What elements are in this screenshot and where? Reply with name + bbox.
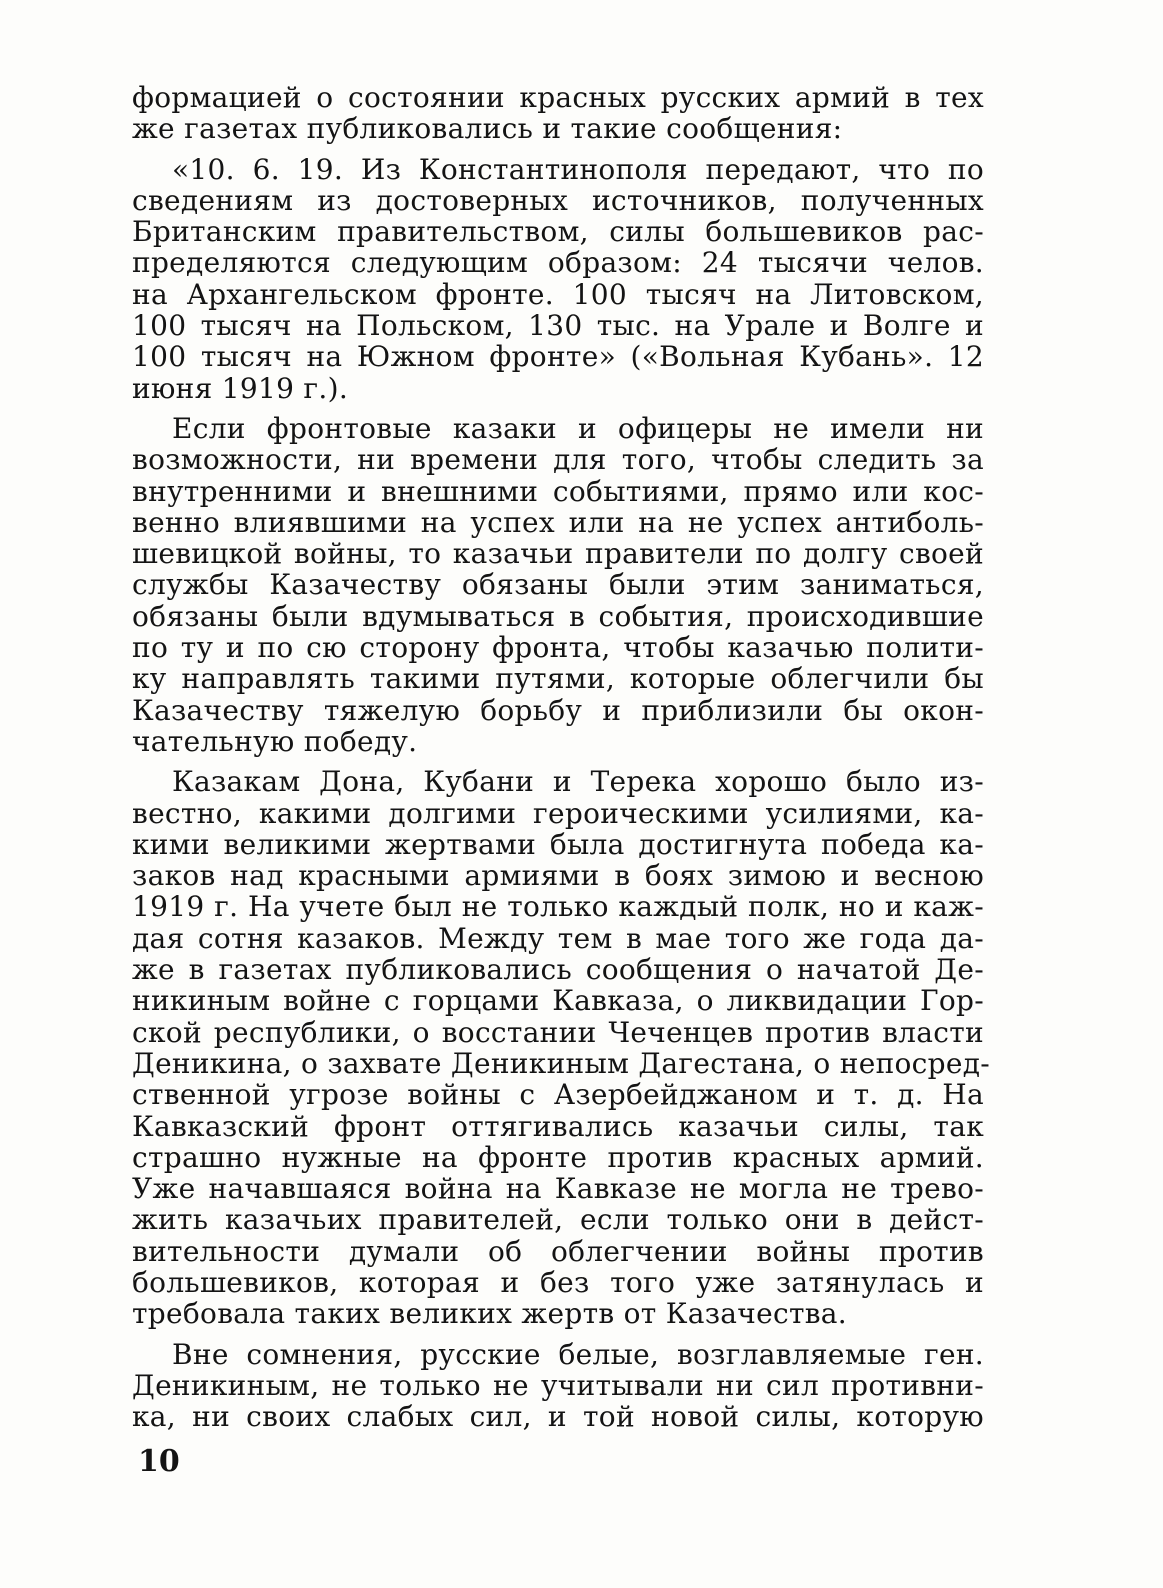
text-line: по ту и по сю сторону фронта, чтобы казачью полити- — [132, 631, 984, 665]
text-line: чательную победу. — [132, 724, 418, 758]
page-number: 10 — [138, 1444, 180, 1479]
paragraph — [132, 413, 984, 757]
text-line: венно влиявшими на успех или на не успех антиболь- — [132, 505, 984, 539]
text-line: Казакам Дона, Кубани и Терека хорошо было из- — [172, 765, 984, 799]
paragraph — [132, 154, 984, 404]
text-line: кими великими жертвами была достигнута победа ка- — [132, 827, 984, 861]
text-line: возможности, ни времени для того, чтобы следить за — [132, 443, 984, 477]
text-line: вительности думали об облегчении войны против — [132, 1234, 984, 1268]
text-line: Деникиным, не только не учитывали ни сил противни- — [132, 1368, 984, 1402]
text-line: Если фронтовые казаки и офицеры не имели ни — [172, 411, 984, 445]
paragraph — [132, 1339, 984, 1433]
text-line: Уже начавшаяся война на Кавказе не могла не трево- — [132, 1172, 984, 1206]
text-line: шевицкой войны, то казачьи правители по долгу своей — [132, 537, 984, 571]
text-line: заков над красными армиями в боях зимою и весною — [132, 859, 984, 893]
text-line: Вне сомнения, русские белые, возглавляемые ген. — [172, 1337, 984, 1371]
paragraph — [132, 765, 991, 1331]
text-line: Казачеству тяжелую борьбу и приблизили бы окон- — [132, 693, 984, 727]
text-line: ка, ни своих слабых сил, и той новой силы, которую — [132, 1400, 984, 1434]
text-line: «10. 6. 19. Из Константинополя передают, что по — [172, 152, 984, 186]
page-body-text — [132, 81, 991, 1441]
text-line: страшно нужные на фронте против красных армий. — [132, 1140, 984, 1174]
paragraph — [132, 82, 984, 145]
text-line: Британским правительством, силы большевиков рас- — [132, 215, 984, 249]
text-line: формацией о состоянии красных русских армий в тех — [132, 81, 984, 114]
text-line: внутренними и внешними событиями, прямо или кос- — [132, 474, 984, 508]
text-line: на Архангельском фронте. 100 тысяч на Литовском, — [132, 277, 984, 311]
text-line: же в газетах публиковались сообщения о начатой Де- — [132, 953, 984, 987]
text-line: 100 тысяч на Южном фронте» («Вольная Кубань». 12 — [132, 340, 984, 374]
text-line: Деникина, о захвате Деникиным Дагестана, о непосред- — [132, 1046, 991, 1080]
text-line: Кавказский фронт оттягивались казачьи силы, так — [132, 1109, 984, 1143]
text-line: жить казачьих правителей, если только они в дейст- — [132, 1203, 984, 1237]
text-line: дая сотня казаков. Между тем в мае того же года да- — [132, 921, 984, 955]
text-line: никиным войне с горцами Кавказа, о ликвидации Гор- — [132, 984, 984, 1018]
text-line: службы Казачеству обязаны были этим заниматься, — [132, 568, 984, 602]
text-line: требовала таких великих жертв от Казачества. — [132, 1297, 848, 1331]
text-line: ственной угрозе войны с Азербейджаном и т. д. На — [132, 1078, 984, 1112]
text-line: обязаны были вдумываться в события, происходившие — [132, 599, 984, 633]
text-line: ской республики, о восстании Чеченцев против власти — [132, 1015, 984, 1049]
text-line: сведениям из достоверных источников, полученных — [132, 183, 984, 217]
text-line: вестно, какими долгими героическими усилиями, ка- — [132, 796, 984, 830]
text-line: 1919 г. На учете был не только каждый полк, но и каж- — [132, 890, 984, 924]
text-line: большевиков, которая и без того уже затянулась и — [132, 1265, 984, 1299]
text-line: же газетах публиковались и такие сообщения: — [132, 112, 843, 146]
text-line: 100 тысяч на Польском, 130 тыс. на Урале и Волге и — [132, 309, 984, 343]
text-line: июня 1919 г.). — [132, 371, 349, 405]
text-line: ку направлять такими путями, которые облегчили бы — [132, 662, 984, 696]
text-line: пределяются следующим образом: 24 тысячи челов. — [132, 246, 984, 280]
